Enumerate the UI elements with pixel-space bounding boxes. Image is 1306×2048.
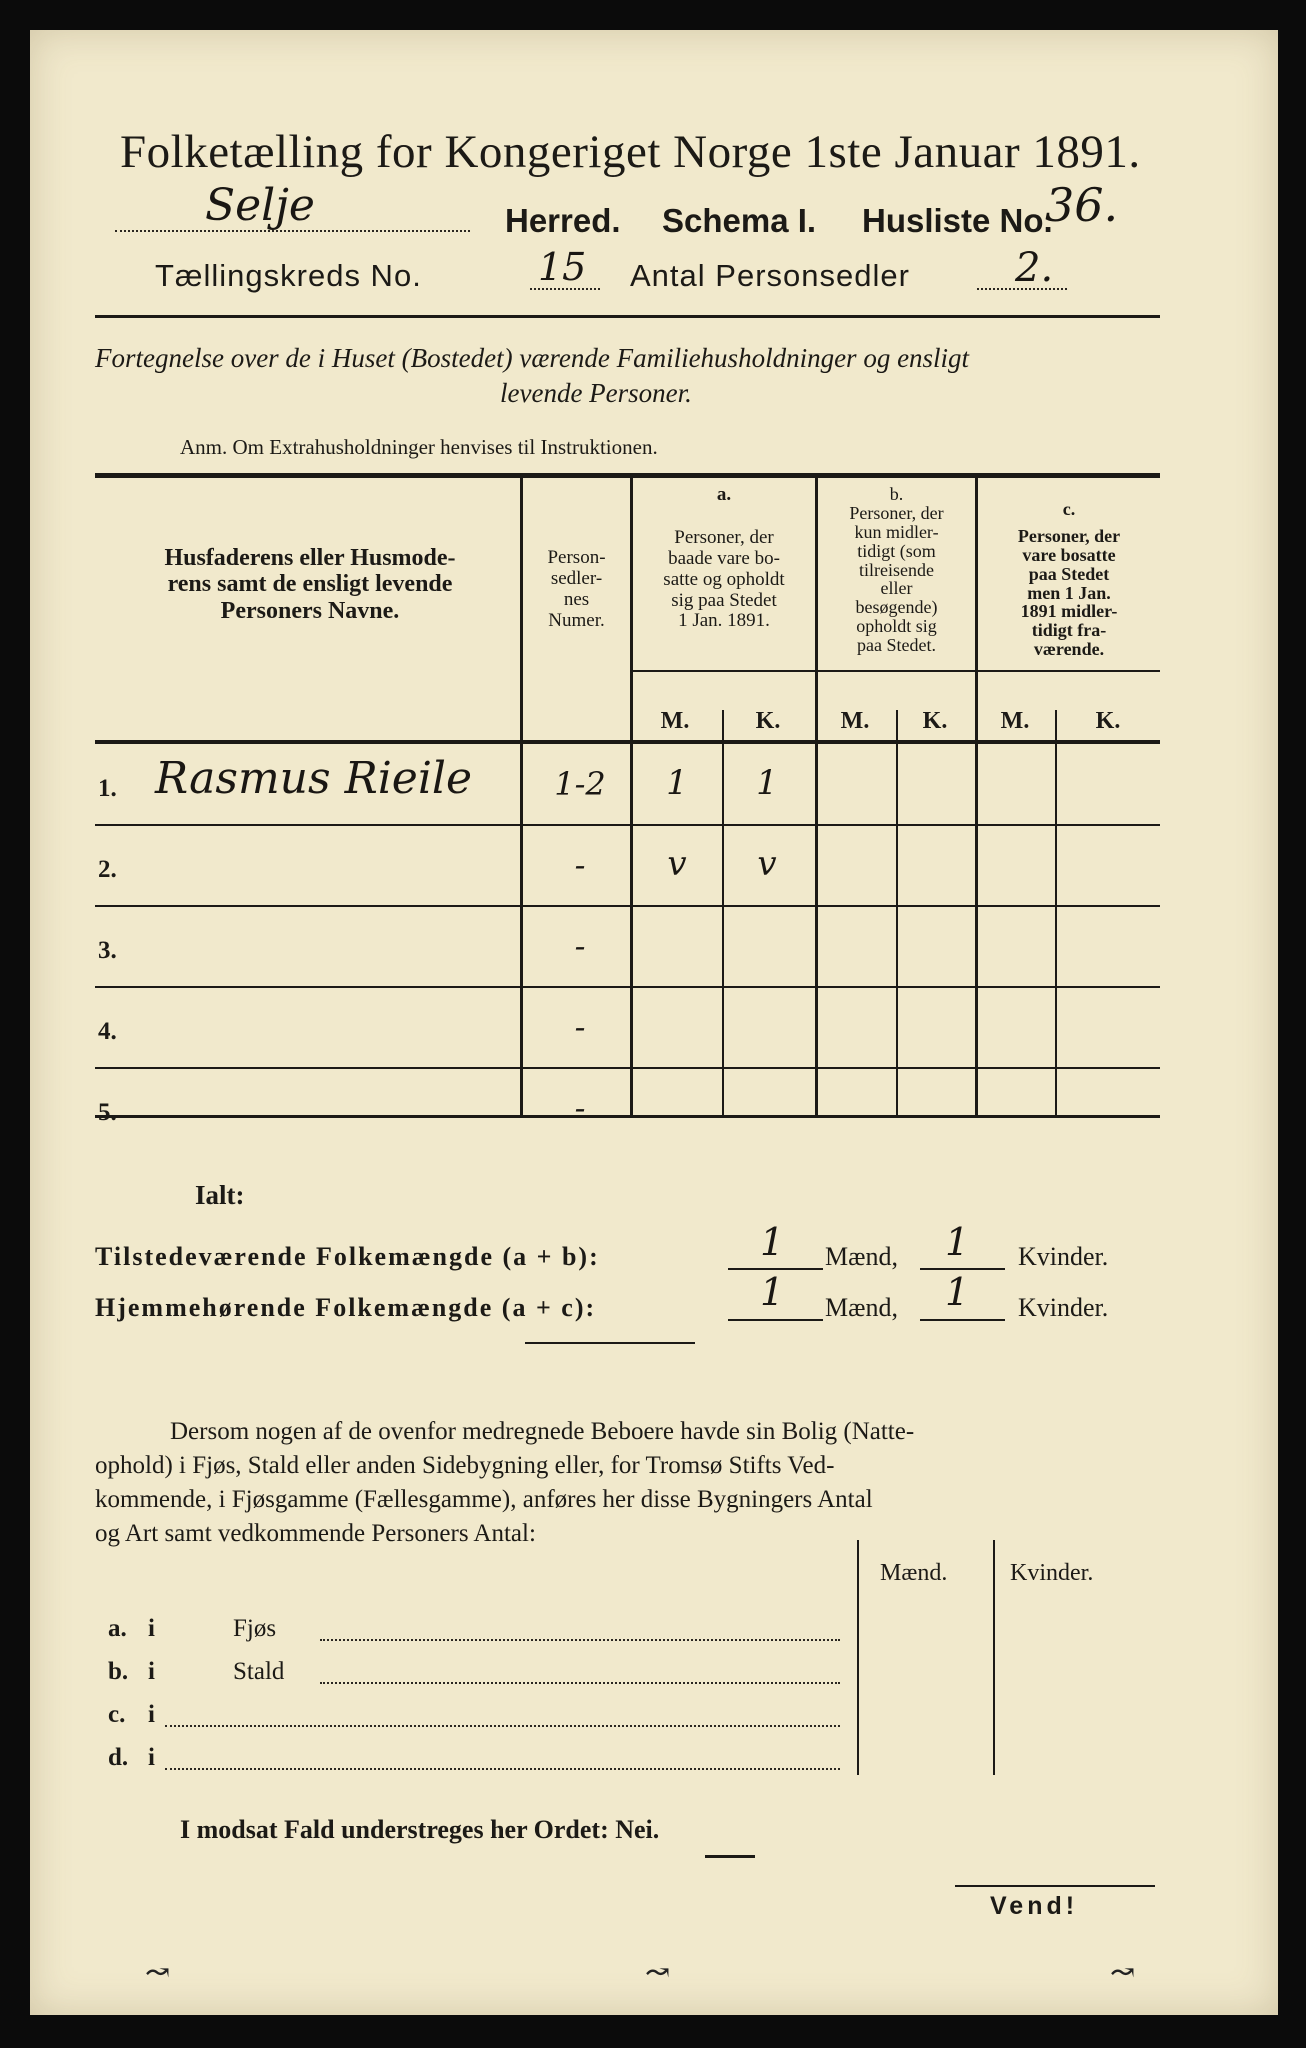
tilst-k-value: 1 — [945, 1220, 970, 1264]
row-rule — [95, 986, 1160, 988]
row-number: 4. — [98, 1018, 117, 1045]
byg-vline-1 — [857, 1540, 859, 1775]
anm-note: Anm. Om Extrahusholdninger henvises til Instruktionen. — [180, 435, 658, 459]
intro-line-2: levende Personer. — [500, 378, 692, 408]
byg-row-letter: d. — [108, 1744, 129, 1771]
b-m-label: M. — [840, 708, 870, 734]
corner-mark-left: ↝ — [145, 1955, 171, 1990]
herred-label: Herred. — [505, 202, 621, 239]
bygning-paragraph: Dersom nogen af de ovenfor medregnede Beboere havde sin Bolig (Natte- ophold) i Fjøs, Stald eller anden Sidebygning eller, for Tromsø Stifts Ved- kommende, i Fjøsgamme (Fællesgamme), anføres her disse Bygningers Antal og Art samt vedkommende Personers Antal: — [95, 1418, 915, 1547]
byg-row-label: Fjøs — [233, 1615, 277, 1642]
a-k-label: K. — [755, 708, 781, 734]
tilst-kvinder: Kvinder. — [1018, 1242, 1109, 1271]
row-sedler: - — [574, 927, 586, 965]
husliste-value: 36. — [1045, 178, 1119, 232]
byg-row-prep: i — [148, 1615, 155, 1642]
table-top-rule — [95, 473, 1160, 478]
antal-label: Antal Personsedler — [630, 258, 910, 293]
vend-label: Vend! — [990, 1892, 1079, 1920]
col-c-header: c. Personer, der vare bosatte paa Stedet men 1 Jan. 1891 midler- tidigt fra- værende. — [1017, 499, 1121, 660]
row-cell-a-m: v — [667, 844, 687, 884]
census-form-page — [30, 30, 1278, 2015]
byg-col-kvinder: Kvinder. — [1010, 1560, 1094, 1586]
hjem-label: Hjemmehørende Folkemængde (a + c): — [95, 1293, 597, 1322]
tilst-m-value: 1 — [760, 1220, 785, 1264]
col-a-header: a. Personer, der baade vare bo- satte og opholdt sig paa Stedet 1 Jan. 1891. — [663, 484, 785, 632]
byg-row-letter: c. — [108, 1701, 126, 1728]
hjem-m-line — [728, 1319, 823, 1321]
vend-rule — [955, 1885, 1155, 1887]
husliste-label: Husliste No. — [862, 202, 1053, 239]
c-m-label: M. — [1000, 708, 1030, 734]
corner-mark-center: ↝ — [645, 1955, 671, 1990]
row-number: 5. — [98, 1099, 117, 1126]
byg-row-dotline — [320, 1682, 840, 1684]
row-sedler: - — [574, 1008, 586, 1046]
byg-row-dotline — [165, 1768, 840, 1770]
header-rule — [95, 315, 1160, 318]
herred-value: Selje — [205, 180, 315, 231]
ialt-label: Ialt: — [195, 1180, 245, 1210]
byg-row-prep: i — [148, 1701, 155, 1728]
row-cell-a-k: v — [757, 844, 777, 884]
row-name: Rasmus Rieile — [155, 753, 473, 804]
row-sedler: 1-2 — [554, 765, 606, 803]
tilst-label: Tilstedeværende Folkemængde (a + b): — [95, 1242, 600, 1271]
hjem-k-value: 1 — [945, 1270, 970, 1314]
byg-row-dotline — [320, 1639, 840, 1641]
corner-mark-right: ↝ — [1110, 1955, 1136, 1990]
tilst-maend: Mænd, — [825, 1242, 898, 1271]
byg-row-prep: i — [148, 1744, 155, 1771]
row-cell-a-k: 1 — [756, 763, 778, 803]
form-title: Folketælling for Kongeriget Norge 1ste Januar 1891. — [120, 126, 1141, 178]
mk-top-rule — [633, 670, 1160, 672]
byg-vline-2 — [993, 1540, 995, 1775]
byg-row-dotline — [165, 1725, 840, 1727]
kreds-value: 15 — [538, 245, 587, 289]
a-m-label: M. — [660, 708, 690, 734]
hjem-k-line — [920, 1319, 1005, 1321]
row-number: 1. — [98, 775, 117, 802]
row-rule — [95, 1067, 1160, 1069]
hjem-kvinder: Kvinder. — [1018, 1293, 1109, 1322]
antal-value: 2. — [1015, 245, 1054, 291]
row-cell-a-m: 1 — [666, 763, 688, 803]
col-b-header: b. Personer, der kun midler- tidigt (som tilreisende eller besøgende) opholdt sig paa Stedet. — [849, 484, 944, 656]
row-sedler: - — [574, 846, 586, 884]
b-k-label: K. — [922, 708, 948, 734]
nei-underline — [705, 1855, 755, 1858]
kreds-label: Tællingskreds No. — [155, 258, 422, 293]
hjem-m-value: 1 — [760, 1270, 785, 1314]
row-rule — [95, 905, 1160, 907]
row-number: 2. — [98, 856, 117, 883]
hjem-maend: Mænd, — [825, 1293, 898, 1322]
c-k-label: K. — [1095, 708, 1121, 734]
intro-line-1: Fortegnelse over de i Huset (Bostedet) værende Familiehusholdninger og ensligt — [95, 343, 970, 373]
byg-row-prep: i — [148, 1658, 155, 1685]
byg-row-letter: b. — [108, 1658, 129, 1685]
row-rule — [95, 824, 1160, 826]
vline-b-mk — [896, 710, 898, 1115]
vline-c-mk — [1055, 710, 1057, 1115]
schema-label: Schema I. — [662, 202, 817, 239]
col-name-header: Husfaderens eller Husmode- rens samt de ensligt levende Personers Navne. — [164, 545, 456, 624]
vline-a-mk — [722, 710, 724, 1115]
row-number: 3. — [98, 937, 117, 964]
col-num-header: Person- sedler- nes Numer. — [547, 547, 606, 631]
row-sedler: - — [574, 1089, 586, 1127]
section-divider — [525, 1342, 695, 1344]
table-head-rule — [95, 740, 1160, 744]
byg-col-maend: Mænd. — [880, 1560, 948, 1586]
modsat-note: I modsat Fald understreges her Ordet: Nei. — [180, 1815, 660, 1844]
byg-row-letter: a. — [108, 1615, 127, 1642]
byg-row-label: Stald — [233, 1658, 285, 1685]
